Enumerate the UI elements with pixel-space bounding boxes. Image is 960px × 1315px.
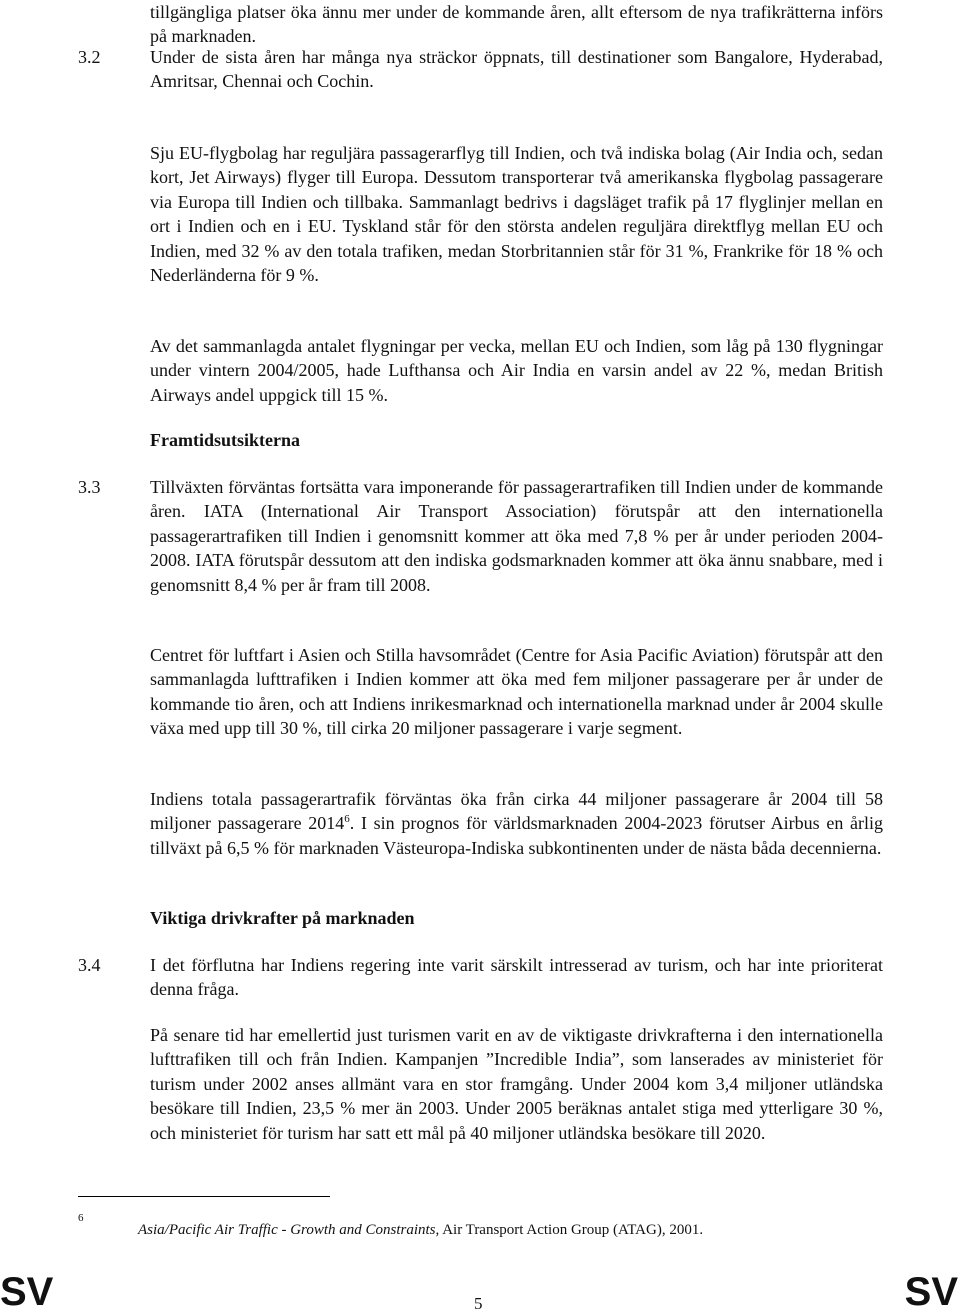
paragraph-3-2-c [150, 334, 883, 407]
footnote-divider [78, 1196, 330, 1197]
language-code-left: SV [0, 1270, 54, 1314]
paragraph-3-2-b [150, 141, 883, 287]
paragraph-3-3-a [150, 475, 883, 597]
footnote-title: Asia/Pacific Air Traffic - Growth and Constraints [138, 1222, 436, 1238]
paragraph-text: Sju EU-flygbolag har reguljära passagerarflyg till Indien, och två indiska bolag (Air India och, sedan kort, Jet Airways) flyger till Europa. Dessutom transporterar två amerikanska flygbolag passagerare via Europa till Indien och tillbaka. Sammanlagt bedrivs i dagsläget trafik på 17 flyglinjer mellan en ort i Indien och en i EU. Tyskland står för den största andelen reguljära direktflyg mellan EU och Indien, med 32 % av den totala trafiken, medan Storbritannien står för 31 %, Frankrike för 18 % och Nederländerna för 9 %. [150, 143, 883, 286]
paragraph-continued [150, 0, 883, 49]
paragraph-3-4-b [150, 1023, 883, 1145]
paragraph-text-part: . I sin prognos för världsmarknaden 2004-2023 förutser Airbus en årlig tillväxt på 6,5 % för marknaden Västeuropa-Indiska subkontinenten under de nästa båda decennierna. [150, 813, 883, 858]
footnote-text [138, 1221, 703, 1239]
paragraph-3-4-a [150, 953, 883, 1002]
footnote-reference[interactable]: 6 [344, 813, 350, 826]
paragraph-text: Tillväxten förväntas fortsätta vara imponerande för passagerartrafiken till Indien under de kommande åren. IATA (International Air Transport Association) förutspår att den internationella passagerartrafiken till Indien i genomsnitt kommer att öka med 7,8 % per år under perioden 2004-2008. IATA förutspår dessutom att den indiska godsmarknaden kommer att öka ännu snabbare, med i genomsnitt 8,4 % per år fram till 2008. [150, 477, 883, 595]
section-heading: Framtidsutsikterna [150, 430, 300, 450]
section-number-3-3: 3.3 [78, 477, 101, 497]
paragraph-text: tillgängliga platser öka ännu mer under de kommande åren, allt eftersom de nya trafikrätterna införs på marknaden. [150, 2, 883, 47]
paragraph-3-3-b [150, 643, 883, 741]
paragraph-text: Under de sista åren har många nya sträckor öppnats, till destinationer som Bangalore, Hyderabad, Amritsar, Chennai och Cochin. [150, 47, 883, 92]
page-number: 5 [474, 1294, 483, 1313]
paragraph-text: Centret för luftfart i Asien och Stilla havsområdet (Centre for Asia Pacific Aviation) förutspår att den sammanlagda lufttrafiken i Indien kommer att öka med fem miljoner passagerare per år under de kommande tio åren, och att Indiens inrikesmarknad och internationella marknad under år 2004 skulle växa med upp till 30 %, till cirka 20 miljoner passagerare i varje segment. [150, 645, 883, 739]
footnote-number: 6 [78, 1212, 84, 1224]
footnote-source: , Air Transport Action Group (ATAG), 2001. [435, 1222, 704, 1238]
section-number-3-4: 3.4 [78, 955, 101, 975]
heading-framtidsutsikterna [150, 428, 883, 452]
paragraph-3-3-c [150, 787, 883, 860]
language-code-right: SV [904, 1270, 958, 1314]
paragraph-text-part: Indiens totala passagerartrafik förväntas öka från cirka 44 miljoner passagerare år 2004 till 58 miljoner passagerare 2014 [150, 789, 883, 834]
paragraph-3-2-a [150, 45, 883, 94]
paragraph-text: Av det sammanlagda antalet flygningar per vecka, mellan EU och Indien, som låg på 130 flygningar under vintern 2004/2005, hade Lufthansa och Air India en varsin andel av 22 %, medan British Airways andel uppgick till 15 %. [150, 336, 883, 405]
paragraph-text: I det förflutna har Indiens regering inte varit särskilt intresserad av turism, och har inte prioriterat denna fråga. [150, 955, 883, 1000]
paragraph-text: På senare tid har emellertid just turismen varit en av de viktigaste drivkrafterna i den internationella lufttrafiken till och från Indien. Kampanjen ”Incredible India”, som lanserades av ministeriet för turism under 2002 anses allmänt vara en stor framgång. Under 2004 kom 3,4 miljoner utländska besökare till Indien, 23,5 % mer än 2003. Under 2005 beräknas antalet stiga med ytterligare 30 %, och ministeriet för turism har satt ett mål på 40 miljoner utländska besökare till 2020. [150, 1025, 883, 1143]
heading-viktiga-drivkrafter [150, 906, 883, 930]
section-number-3-2: 3.2 [78, 47, 101, 67]
paragraph-text [150, 787, 883, 860]
section-heading: Viktiga drivkrafter på marknaden [150, 908, 415, 928]
